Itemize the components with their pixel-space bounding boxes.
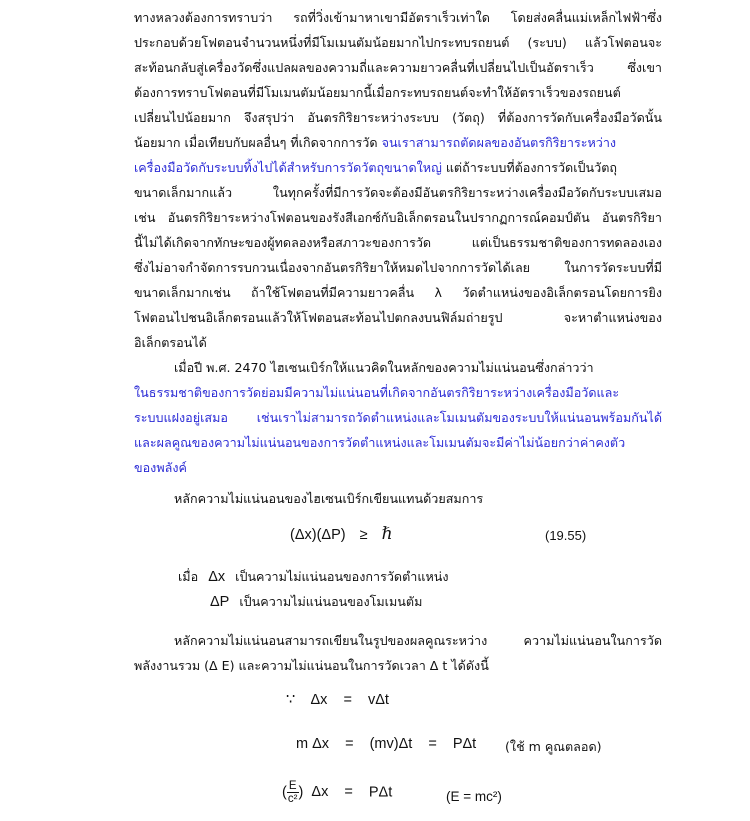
equation-rhs: PΔt bbox=[368, 784, 393, 801]
equals-sign: = bbox=[428, 736, 437, 752]
equation-lhs: m Δx bbox=[296, 736, 330, 752]
equation-lhs: Δx bbox=[310, 692, 328, 708]
open-paren: ( bbox=[282, 784, 287, 801]
dx-symbol: Δx bbox=[208, 569, 226, 585]
fraction-denominator: c² bbox=[287, 793, 298, 805]
definition-dx bbox=[178, 567, 449, 587]
because-symbol: ∵ bbox=[286, 692, 296, 708]
hbar-symbol: ℏ bbox=[381, 524, 393, 544]
text-line: อิเล็กตรอนได้ bbox=[134, 335, 207, 350]
text-line: ต้องการทราบโฟตอนที่มีโมเมนตัมน้อยมากนี้เมื่อกระทบรถยนต์จะทำให้อัตราเร็วของรถยนต์ bbox=[134, 85, 621, 100]
equation-note: (ใช้ m คูณตลอด) bbox=[505, 739, 602, 754]
text-line: ทางหลวงต้องการทราบว่า รถที่วิ่งเข้ามาหาเขามีอัตราเร็วเท่าใด โดยส่งคลื่นแม่เหล็กไฟฟ้าซึ่ง bbox=[134, 10, 662, 25]
text-line: เมื่อปี พ.ศ. 2470 ไฮเซนเบิร์กให้แนวคิดในหลักของความไม่แน่นอนซึ่งกล่าวว่า bbox=[174, 360, 594, 375]
equation-middle: (mv)Δt bbox=[369, 736, 413, 752]
text-line bbox=[134, 155, 662, 180]
text-line: หลักความไม่แน่นอนของไฮเซนเบิร์กเขียนแทนด้วยสมการ bbox=[174, 491, 484, 506]
equals-sign: = bbox=[344, 784, 353, 801]
fraction bbox=[287, 780, 299, 805]
text-line: พลังงานรวม (Δ E) และความไม่แน่นอนในการวัดเวลา Δ t ได้ดังนี้ bbox=[134, 658, 489, 673]
intro-paragraph bbox=[134, 5, 662, 355]
text-line: เช่น อันตรกิริยาระหว่างโฟตอนของรังสีเอกซ์กับอิเล็กตรอนในปรากฏการณ์คอมป์ตัน อันตรกิริยา bbox=[134, 210, 662, 225]
text-line: นี้ไม่ได้เกิดจากทักษะของผู้ทดลองหรือสภาวะของการวัด แต่เป็นธรรมชาติของการทดลองเอง bbox=[134, 235, 662, 250]
text-line: ประกอบด้วยโฟตอนจำนวนหนึ่งที่มีโมเมนตัมน้อยมากไปกระทบรถยนต์ (ระบบ) แล้วโฟตอนจะ bbox=[134, 35, 662, 50]
equation-number: (19.55) bbox=[545, 528, 587, 543]
heisenberg-paragraph bbox=[134, 355, 662, 480]
dp-description: เป็นความไม่แน่นอนของโมเมนตัม bbox=[239, 594, 423, 609]
text-line: สะท้อนกลับสู่เครื่องวัดซึ่งแปลผลของความถี่และความยาวคลื่นที่เปลี่ยนไปเป็นอัตราเร็ว ซึ่งเขา bbox=[134, 60, 662, 75]
definition-dp bbox=[210, 592, 422, 612]
equation-lhs: Δx bbox=[311, 784, 329, 801]
highlighted-text: ของพลังค์ bbox=[134, 460, 187, 475]
equation-lhs: (Δx)(ΔP) bbox=[290, 527, 346, 543]
velocity-equation bbox=[286, 692, 389, 708]
dx-description: เป็นความไม่แน่นอนของการวัดตำแหน่ง bbox=[235, 569, 449, 584]
equation-note: (E = mc²) bbox=[446, 789, 502, 804]
text-plain: แต่ถ้าระบบที่ต้องการวัดเป็นวัตถุ bbox=[441, 160, 618, 175]
momentum-equation bbox=[296, 736, 476, 752]
equals-sign: = bbox=[343, 692, 352, 708]
fraction-numerator: E bbox=[288, 780, 297, 792]
equation-rhs: vΔt bbox=[367, 692, 389, 708]
highlighted-text: ในธรรมชาติของการวัดย่อมมีความไม่แน่นอนที่เกิดจากอันตรกิริยาระหว่างเครื่องมือวัดและ bbox=[134, 385, 620, 400]
text-plain: น้อยมาก เมื่อเทียบกับผลอื่นๆ ที่เกิดจากการวัด bbox=[134, 135, 382, 150]
highlighted-text: และผลคูณของความไม่แน่นอนของการวัดตำแหน่งและโมเมนตัมจะมีค่าไม่น้อยกว่าค่าคงตัว bbox=[134, 435, 626, 450]
text-line: เปลี่ยนไปน้อยมาก จึงสรุปว่า อันตรกิริยาระหว่างระบบ (วัตถุ) ที่ต้องการวัดกับเครื่องมือวัดนั้น bbox=[134, 110, 662, 125]
close-paren: ) bbox=[298, 784, 304, 801]
highlighted-text: เครื่องมือวัดกับระบบทิ้งไปได้สำหรับการวัดวัตถุขนาดใหญ่ bbox=[134, 160, 442, 175]
text-line: ขนาดเล็กมากเช่น ถ้าใช้โฟตอนที่มีความยาวคลื่น λ วัดตำแหน่งของอิเล็กตรอนโดยการยิง bbox=[134, 285, 662, 300]
principle-line bbox=[134, 486, 662, 511]
text-line: ขนาดเล็กมากแล้ว ในทุกครั้งที่มีการวัดจะต้องมีอันตรกิริยาระหว่างเครื่องมือวัดกับระบบเสมอ bbox=[134, 185, 662, 200]
equation-relation: ≥ bbox=[359, 527, 368, 543]
energy-equation bbox=[282, 780, 392, 805]
dp-symbol: ΔP bbox=[210, 594, 230, 610]
when-label: เมื่อ bbox=[178, 569, 199, 584]
uncertainty-equation bbox=[290, 524, 393, 544]
text-line bbox=[134, 130, 662, 155]
text-line: โฟตอนไปชนอิเล็กตรอนแล้วให้โฟตอนสะท้อนไปตกลงบนฟิล์มถ่ายรูป จะหาตำแหน่งของ bbox=[134, 310, 662, 325]
highlighted-text: ระบบแฝงอยู่เสมอ เช่นเราไม่สามารถวัดตำแหน่งและโมเมนตัมของระบบให้แน่นอนพร้อมกันได้ bbox=[134, 410, 662, 425]
text-line: หลักความไม่แน่นอนสามารถเขียนในรูปของผลคูณระหว่าง ความไม่แน่นอนในการวัด bbox=[174, 633, 662, 648]
energy-paragraph bbox=[134, 628, 662, 678]
equals-sign: = bbox=[345, 736, 354, 752]
text-line: ซึ่งไม่อาจกำจัดการรบกวนเนื่องจากอันตรกิริยาให้หมดไปจากการวัดได้เลย ในการวัดระบบที่มี bbox=[134, 260, 662, 275]
highlighted-text: จนเราสามารถตัดผลของอันตรกิริยาระหว่าง bbox=[381, 135, 617, 150]
equation-rhs: PΔt bbox=[452, 736, 477, 752]
